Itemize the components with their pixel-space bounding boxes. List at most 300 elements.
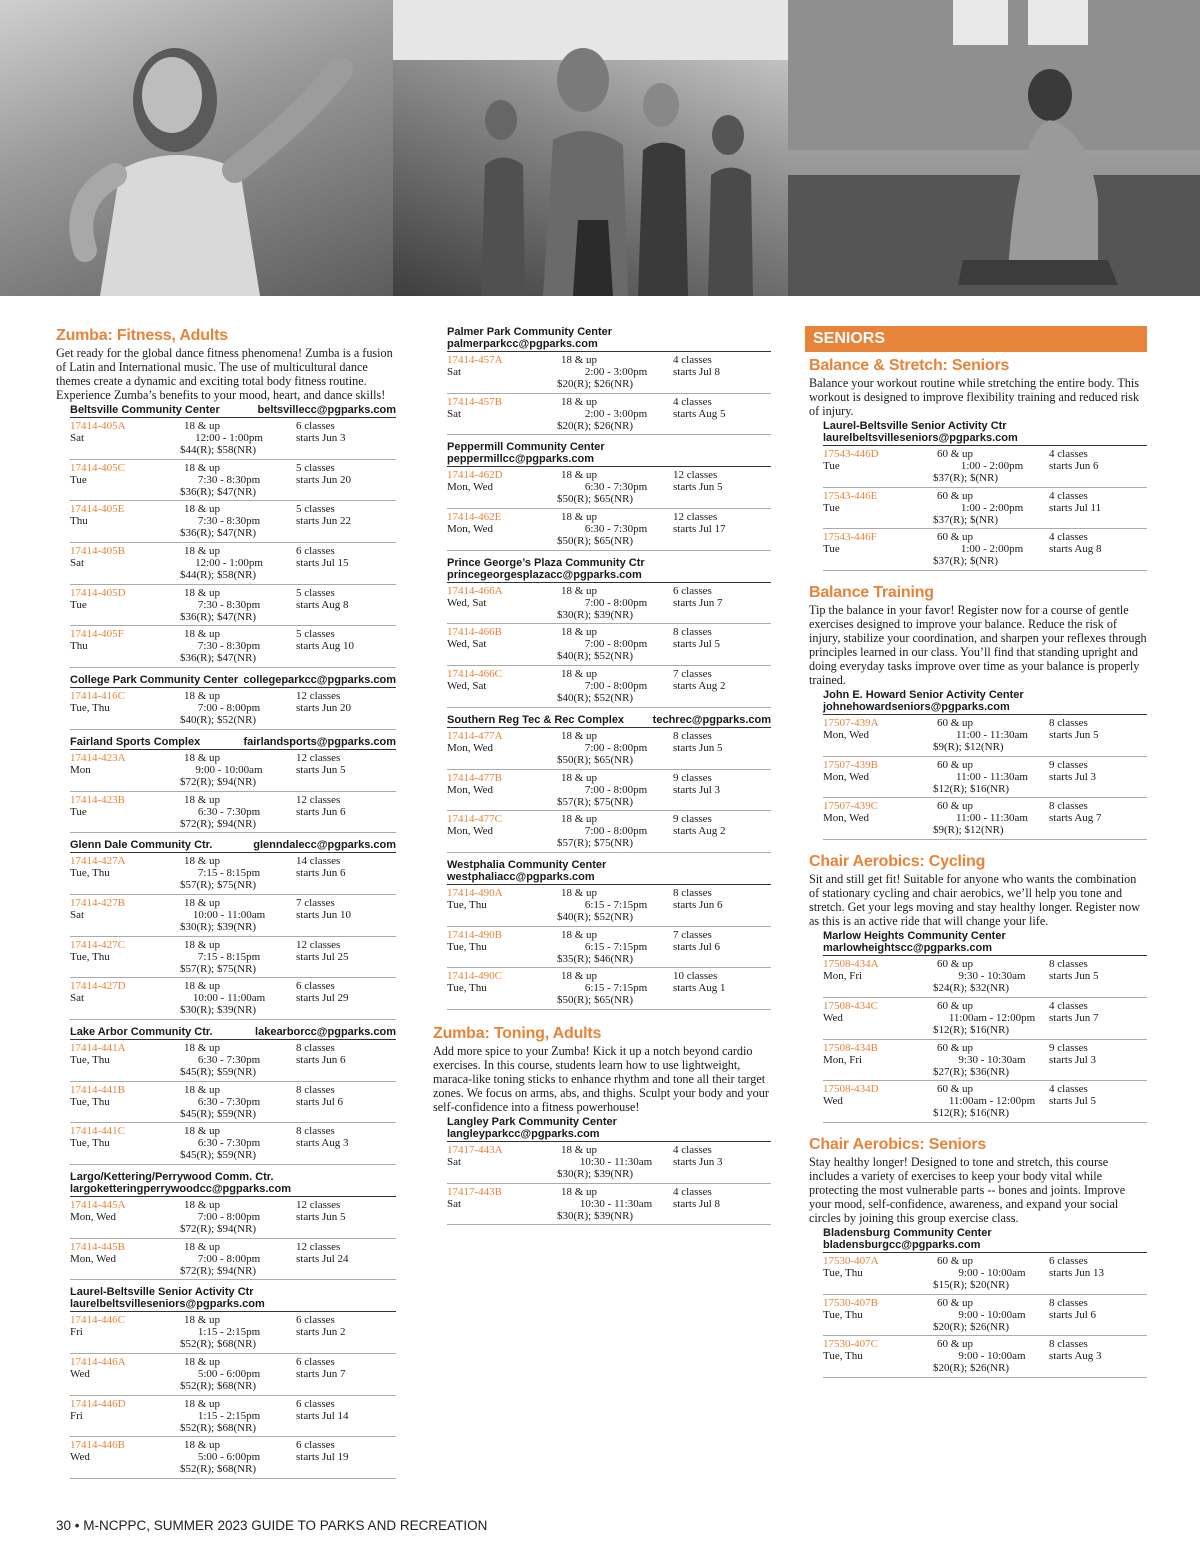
start-date: starts Aug 5: [673, 407, 726, 420]
page-footer: 30 • M-NCPPC, SUMMER 2023 GUIDE TO PARKS AND RECREATION: [56, 1518, 488, 1533]
location-email: laurelbeltsvilleseniors@pgparks.com: [823, 432, 1018, 444]
class-fee: $36(R); $47(NR): [180, 527, 257, 540]
class-offering: [70, 1082, 396, 1124]
spacer: [809, 1384, 1147, 1390]
class-fee: $40(R); $52(NR): [557, 910, 634, 923]
class-fee: $20(R); $26(NR): [557, 419, 634, 432]
location-email: bladensburgcc@pgparks.com: [823, 1238, 981, 1251]
section-title: Balance Training: [809, 584, 934, 602]
column-seniors: [809, 326, 1147, 1390]
meeting-days: Tue, Thu: [70, 702, 110, 715]
class-time: 9:00 - 10:00am: [195, 763, 263, 776]
age-range: 18 & up: [184, 461, 221, 474]
course-code: 17414-405C: [70, 461, 125, 474]
course-code: 17543-446D: [823, 448, 879, 460]
course-code: 17414-446D: [70, 1397, 126, 1410]
start-date: starts Jul 3: [673, 783, 721, 796]
photo-zumba-class: [393, 0, 788, 296]
course-code: 17543-446F: [823, 531, 877, 544]
class-offering: [70, 1396, 396, 1438]
age-range: 18 & up: [561, 970, 598, 983]
start-date: starts Jul 14: [296, 1409, 349, 1422]
age-range: 18 & up: [561, 469, 598, 482]
class-count: 8 classes: [1049, 800, 1088, 813]
location-header: [447, 557, 771, 583]
location-name: Westphalia Community Center: [447, 858, 607, 871]
age-range: 18 & up: [184, 545, 221, 558]
class-time: 9:00 - 10:00am: [958, 1350, 1026, 1363]
meeting-days: Sat: [70, 557, 85, 570]
age-range: 60 & up: [937, 1338, 974, 1351]
class-time: 7:30 - 8:30pm: [197, 640, 261, 653]
class-count: 4 classes: [673, 395, 712, 408]
class-count: 6 classes: [296, 420, 335, 432]
course-code: 17414-490A: [447, 886, 503, 899]
start-date: starts Jun 13: [1049, 1266, 1104, 1279]
class-offering: [70, 418, 396, 460]
class-count: 12 classes: [673, 469, 718, 482]
location-list: [56, 404, 396, 1485]
age-range: 18 & up: [561, 395, 598, 408]
start-date: starts Aug 3: [1049, 1350, 1102, 1363]
meeting-days: Tue, Thu: [447, 940, 487, 953]
class-offering: [823, 998, 1147, 1040]
class-offering: [70, 978, 396, 1020]
class-time: 6:15 - 7:15pm: [584, 940, 648, 953]
location-name: Glenn Dale Community Ctr.: [70, 839, 213, 852]
class-offering: [447, 352, 771, 394]
age-range: 18 & up: [184, 1314, 221, 1327]
location-email: marlowheightscc@pgparks.com: [823, 942, 993, 955]
location-header: [823, 1227, 1147, 1253]
class-fee: $45(R); $59(NR): [180, 1149, 257, 1162]
start-date: starts Jun 7: [1049, 1011, 1099, 1024]
location-name: Laurel-Beltsville Senior Activity Ctr: [70, 1286, 254, 1299]
class-time: 7:00 - 8:00pm: [584, 741, 648, 754]
class-offering: [823, 529, 1147, 571]
age-range: 18 & up: [184, 751, 221, 764]
class-count: 7 classes: [296, 896, 335, 909]
course-code: 17508-434D: [823, 1083, 879, 1096]
location-header: [70, 1026, 396, 1040]
class-offering: [447, 770, 771, 812]
location-name: Peppermill Community Center: [447, 441, 605, 454]
spacer: [433, 1225, 771, 1231]
age-range: 18 & up: [561, 668, 598, 681]
start-date: starts Jul 29: [296, 992, 349, 1005]
location-header: [70, 736, 396, 750]
class-offering: [70, 1197, 396, 1239]
class-time: 1:15 - 2:15pm: [197, 1326, 261, 1339]
class-count: 5 classes: [296, 503, 335, 516]
age-range: 18 & up: [561, 626, 598, 639]
course-code: 17414-466B: [447, 626, 502, 639]
spacer: [56, 1479, 396, 1485]
course-code: 17507-439B: [823, 758, 878, 771]
start-date: starts Jul 11: [1049, 501, 1102, 514]
meeting-days: Tue, Thu: [823, 1308, 863, 1321]
class-time: 9:00 - 10:00am: [958, 1308, 1026, 1321]
location-email: johnehowardseniors@pgparks.com: [823, 701, 1010, 714]
course-code: 17543-446E: [823, 489, 878, 502]
class-fee: $45(R); $59(NR): [180, 1065, 257, 1078]
location-header: [70, 1286, 396, 1312]
class-fee: $24(R); $32(NR): [933, 982, 1010, 995]
class-count: 4 classes: [1049, 999, 1088, 1012]
class-count: 12 classes: [296, 793, 341, 806]
meeting-days: Sat: [447, 1197, 462, 1210]
column-continued: [433, 326, 771, 1231]
location-email: langleyparkcc@pgparks.com: [447, 1127, 600, 1140]
age-range: 18 & up: [561, 771, 598, 784]
start-date: starts Jun 6: [1049, 460, 1099, 472]
age-range: 60 & up: [937, 1296, 974, 1309]
class-count: 7 classes: [673, 928, 712, 941]
course-code: 17414-490C: [447, 970, 502, 983]
start-date: starts Jun 5: [673, 741, 723, 754]
location-name: Bladensburg Community Center: [823, 1226, 992, 1239]
class-time: 5:00 - 6:00pm: [197, 1451, 261, 1464]
start-date: starts Jul 8: [673, 366, 721, 378]
class-count: 7 classes: [673, 668, 712, 681]
class-count: 6 classes: [1049, 1254, 1088, 1267]
location-header: [447, 714, 771, 728]
age-range: 60 & up: [937, 489, 974, 502]
course-code: 17414-416C: [70, 690, 125, 703]
location-header: [447, 859, 771, 885]
age-range: 18 & up: [561, 729, 598, 742]
location-header: [823, 689, 1147, 715]
class-fee: $37(R); $(NR): [933, 513, 999, 526]
start-date: starts Jul 6: [673, 940, 721, 953]
class-offering: [823, 956, 1147, 998]
age-range: 18 & up: [184, 1397, 221, 1410]
class-time: 7:00 - 8:00pm: [197, 1211, 261, 1223]
location-header: [70, 674, 396, 688]
meeting-days: Tue: [823, 543, 840, 556]
course-code: 17414-405E: [70, 503, 125, 516]
section-description: Balance your workout routine while stretching the entire body. This workout is designed to improve flexibility training and reduced risk of injury.: [809, 376, 1140, 418]
class-time: 7:15 - 8:15pm: [197, 950, 261, 963]
class-count: 8 classes: [296, 1083, 335, 1096]
class-fee: $44(R); $58(NR): [180, 569, 257, 582]
class-time: 6:15 - 7:15pm: [584, 898, 648, 911]
start-date: starts Jul 17: [673, 523, 726, 536]
age-range: 18 & up: [184, 690, 221, 703]
age-range: 60 & up: [937, 1041, 974, 1054]
age-range: 18 & up: [561, 584, 598, 597]
location-list: [809, 420, 1147, 577]
meeting-days: Tue: [70, 473, 87, 486]
class-count: 12 classes: [296, 1199, 341, 1211]
course-code: 17414-441B: [70, 1083, 125, 1096]
class-count: 12 classes: [296, 1240, 341, 1253]
start-date: starts Jun 5: [1049, 970, 1099, 983]
class-fee: $20(R); $26(NR): [557, 378, 634, 390]
start-date: starts Jun 20: [296, 473, 351, 486]
location-email: glenndalecc@pgparks.com: [253, 839, 396, 852]
class-count: 12 classes: [296, 751, 341, 764]
location-email: beltsvillecc@pgparks.com: [257, 404, 396, 416]
class-time: 6:30 - 7:30pm: [197, 1053, 261, 1066]
class-count: 5 classes: [296, 586, 335, 599]
location-header: [823, 420, 1147, 446]
meeting-days: Tue, Thu: [823, 1350, 863, 1363]
class-offering: [823, 798, 1147, 840]
location-email: palmerparkcc@pgparks.com: [447, 338, 598, 350]
class-offering: [70, 895, 396, 937]
age-range: 18 & up: [184, 586, 221, 599]
course-code: 17508-434B: [823, 1041, 878, 1054]
class-count: 8 classes: [1049, 1338, 1088, 1351]
class-offering: [823, 1295, 1147, 1337]
course-code: 17507-439C: [823, 800, 878, 813]
meeting-days: Tue, Thu: [70, 950, 110, 963]
class-fee: $40(R); $52(NR): [557, 650, 634, 663]
class-fee: $12(R); $16(NR): [933, 782, 1010, 795]
section-title: Zumba: Toning, Adults: [433, 1024, 602, 1042]
class-count: 8 classes: [673, 626, 712, 639]
class-count: 8 classes: [1049, 958, 1088, 971]
class-offering: [447, 583, 771, 625]
class-offering: [70, 1239, 396, 1281]
start-date: starts Aug 10: [296, 640, 355, 653]
course-code: 17414-477C: [447, 813, 502, 826]
class-count: 5 classes: [296, 461, 335, 474]
class-count: 8 classes: [673, 886, 712, 899]
class-time: 10:00 - 11:00am: [192, 992, 266, 1005]
class-offering: [70, 1123, 396, 1165]
location-header: [447, 1116, 771, 1142]
meeting-days: Tue, Thu: [447, 982, 487, 995]
age-range: 18 & up: [561, 1185, 598, 1198]
start-date: starts Aug 3: [296, 1137, 349, 1150]
class-time: 7:30 - 8:30pm: [197, 515, 261, 528]
photo-zumba-senior-woman: [0, 0, 393, 296]
class-count: 4 classes: [1049, 1083, 1088, 1096]
course-code: 17414-441A: [70, 1041, 126, 1054]
class-time: 7:30 - 8:30pm: [197, 598, 261, 611]
age-range: 18 & up: [561, 928, 598, 941]
class-count: 9 classes: [1049, 758, 1088, 771]
age-range: 18 & up: [184, 420, 221, 432]
class-time: 5:00 - 6:00pm: [197, 1368, 261, 1381]
location-email: fairlandsports@pgparks.com: [243, 735, 396, 748]
class-time: 1:15 - 2:15pm: [197, 1409, 261, 1422]
location-name: Fairland Sports Complex: [70, 735, 201, 748]
course-code: 17508-434A: [823, 958, 879, 971]
start-date: starts Jun 10: [296, 908, 351, 921]
meeting-days: Tue: [70, 805, 87, 818]
age-range: 60 & up: [937, 531, 974, 544]
start-date: starts Jul 6: [1049, 1308, 1097, 1321]
start-date: starts Jul 8: [673, 1197, 721, 1210]
age-range: 18 & up: [184, 1125, 221, 1138]
class-offering: [447, 968, 771, 1010]
class-fee: $30(R); $39(NR): [557, 1167, 634, 1180]
course-code: 17414-466A: [447, 584, 503, 597]
age-range: 18 & up: [184, 1041, 221, 1054]
class-fee: $12(R); $16(NR): [933, 1023, 1010, 1036]
age-range: 18 & up: [184, 855, 221, 868]
class-fee: $45(R); $59(NR): [180, 1107, 257, 1120]
meeting-days: Fri: [70, 1326, 83, 1339]
meeting-days: Mon, Wed: [447, 741, 493, 754]
course-code: 17414-477B: [447, 771, 502, 784]
class-count: 4 classes: [1049, 531, 1088, 544]
class-fee: $40(R); $52(NR): [557, 692, 634, 705]
class-time: 12:00 - 1:00pm: [195, 557, 263, 570]
class-fee: $36(R); $47(NR): [180, 610, 257, 623]
class-time: 6:15 - 7:15pm: [584, 982, 648, 995]
class-fee: $20(R); $26(NR): [933, 1320, 1010, 1333]
class-offering: [70, 501, 396, 543]
start-date: starts Aug 8: [1049, 543, 1102, 556]
meeting-days: Sat: [447, 1155, 462, 1168]
age-range: 18 & up: [184, 938, 221, 951]
meeting-days: Mon, Wed: [447, 825, 493, 838]
class-count: 12 classes: [673, 511, 718, 524]
class-count: 5 classes: [296, 628, 335, 641]
age-range: 18 & up: [184, 1356, 221, 1369]
location-name: Langley Park Community Center: [447, 1115, 617, 1128]
class-fee: $9(R); $12(NR): [933, 824, 1004, 837]
class-time: 10:00 - 11:00am: [192, 908, 266, 921]
course-code: 17530-407A: [823, 1254, 879, 1267]
meeting-days: Tue, Thu: [70, 1053, 110, 1066]
start-date: starts Jun 3: [673, 1155, 723, 1168]
age-range: 18 & up: [184, 503, 221, 516]
course-code: 17414-405A: [70, 420, 126, 432]
class-count: 4 classes: [1049, 489, 1088, 502]
course-code: 17417-443A: [447, 1143, 503, 1156]
meeting-days: Sat: [447, 366, 462, 378]
class-time: 7:00 - 8:00pm: [584, 596, 648, 609]
class-time: 7:00 - 8:00pm: [584, 680, 648, 693]
course-code: 17414-405B: [70, 545, 125, 558]
start-date: starts Jul 25: [296, 950, 349, 963]
location-name: John E. Howard Senior Activity Center: [823, 689, 1024, 702]
class-offering: [823, 757, 1147, 799]
meeting-days: Wed: [70, 1368, 90, 1381]
class-fee: $30(R); $39(NR): [557, 608, 634, 621]
class-count: 4 classes: [673, 1185, 712, 1198]
course-code: 17414-457B: [447, 395, 502, 408]
meeting-days: Mon, Wed: [447, 481, 493, 494]
location-header: [823, 930, 1147, 956]
start-date: starts Jun 7: [673, 596, 723, 609]
course-code: 17414-462E: [447, 511, 502, 524]
class-time: 9:30 - 10:30am: [958, 970, 1026, 983]
meeting-days: Mon, Fri: [823, 1053, 863, 1066]
location-email: peppermillcc@pgparks.com: [447, 453, 595, 466]
class-fee: $30(R); $39(NR): [180, 1004, 257, 1017]
meeting-days: Mon, Wed: [447, 783, 493, 796]
start-date: starts Jun 5: [673, 481, 723, 494]
photo-yoga-instructor: [788, 0, 1200, 296]
class-offering: [823, 1336, 1147, 1378]
meeting-days: Tue, Thu: [70, 1137, 110, 1150]
meeting-days: Thu: [70, 640, 88, 653]
location-list: [809, 689, 1147, 846]
class-offering: [823, 715, 1147, 757]
class-time: 10:30 - 11:30am: [579, 1155, 653, 1168]
location-email: princegeorgesplazacc@pgparks.com: [447, 568, 642, 581]
age-range: 60 & up: [937, 999, 974, 1012]
start-date: starts Jun 7: [296, 1368, 346, 1381]
class-fee: $57(R); $75(NR): [180, 962, 257, 975]
course-code: 17414-445A: [70, 1199, 126, 1211]
seniors-banner: SENIORS: [805, 326, 1147, 352]
start-date: starts Aug 8: [296, 598, 349, 611]
start-date: starts Jul 24: [296, 1252, 349, 1265]
class-fee: $50(R); $65(NR): [557, 535, 634, 548]
course-code: 17414-446B: [70, 1439, 125, 1452]
location-name: Prince George’s Plaza Community Ctr: [447, 556, 645, 569]
meeting-days: Sat: [447, 407, 462, 420]
class-count: 6 classes: [296, 1356, 335, 1369]
class-fee: $36(R); $47(NR): [180, 652, 257, 665]
meeting-days: Mon, Wed: [823, 812, 869, 825]
location-name: Marlow Heights Community Center: [823, 930, 1006, 943]
class-offering: [70, 688, 396, 730]
meeting-days: Mon: [70, 763, 91, 776]
class-offering: [70, 585, 396, 627]
meeting-days: Tue, Thu: [823, 1266, 863, 1279]
class-count: 6 classes: [296, 1397, 335, 1410]
class-fee: $30(R); $39(NR): [180, 920, 257, 933]
age-range: 60 & up: [937, 1083, 974, 1096]
course-code: 17414-405D: [70, 586, 126, 599]
location-name: Palmer Park Community Center: [447, 326, 613, 338]
meeting-days: Tue: [823, 501, 840, 514]
class-fee: $72(R); $94(NR): [180, 1264, 257, 1277]
location-email: westphaliacc@pgparks.com: [447, 870, 595, 883]
class-fee: $50(R); $65(NR): [557, 753, 634, 766]
class-offering: [70, 1354, 396, 1396]
start-date: starts Jul 3: [1049, 1053, 1097, 1066]
class-count: 6 classes: [296, 1439, 335, 1452]
class-time: 6:30 - 7:30pm: [197, 805, 261, 818]
class-count: 6 classes: [296, 545, 335, 558]
start-date: starts Jul 3: [1049, 770, 1097, 783]
class-time: 7:00 - 8:00pm: [197, 1252, 261, 1265]
start-date: starts Jul 15: [296, 557, 349, 570]
class-count: 6 classes: [296, 980, 335, 993]
class-offering: [823, 446, 1147, 488]
class-fee: $57(R); $75(NR): [557, 795, 634, 808]
class-offering: [447, 509, 771, 551]
course-code: 17508-434C: [823, 999, 878, 1012]
meeting-days: Mon, Wed: [447, 523, 493, 536]
location-name: Southern Reg Tec & Rec Complex: [447, 713, 625, 726]
class-fee: $50(R); $65(NR): [557, 994, 634, 1007]
photo-strip: [0, 0, 1200, 296]
location-list: [433, 1116, 771, 1231]
age-range: 18 & up: [184, 1240, 221, 1253]
start-date: starts Jun 6: [296, 867, 346, 880]
class-time: 1:00 - 2:00pm: [960, 501, 1024, 514]
class-count: 8 classes: [296, 1041, 335, 1054]
class-count: 6 classes: [296, 1314, 335, 1327]
meeting-days: Mon, Fri: [823, 970, 863, 983]
age-range: 60 & up: [937, 758, 974, 771]
section-title: Chair Aerobics: Cycling: [809, 853, 986, 871]
class-offering: [447, 1142, 771, 1184]
age-range: 60 & up: [937, 800, 974, 813]
class-offering: [823, 488, 1147, 530]
class-time: 2:00 - 3:00pm: [584, 407, 648, 420]
